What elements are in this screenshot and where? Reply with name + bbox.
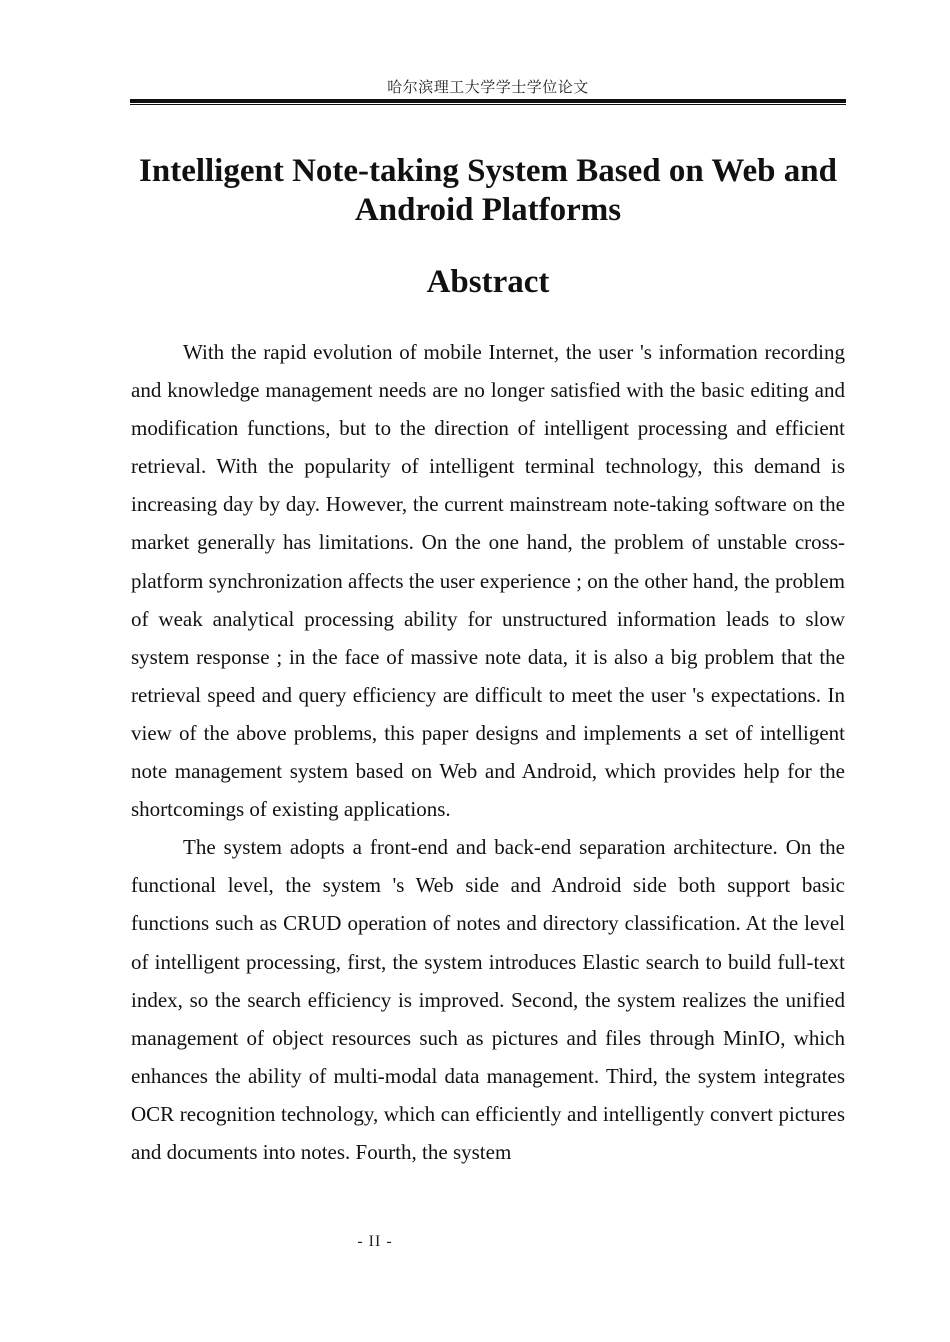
- header-rule-thin: [130, 104, 846, 105]
- abstract-paragraph-1: With the rapid evolution of mobile Internet, the user 's information recording and knowledge management needs are no longer satisfied with the basic editing and modification functions, but to the direction of intelligent processing and efficient retrieval. With the popularity of intelligent terminal technology, this demand is increasing day by day. However, the current mainstream note-taking software on the market generally has limitations. On the one hand, the problem of unstable cross-platform synchronization affects the user experience ; on the other hand, the problem of weak analytical processing ability for unstructured information leads to slow system response ; in the face of massive note data, it is also a big problem that the retrieval speed and query efficiency are difficult to meet the user 's expectations. In view of the above problems, this paper designs and implements a set of intelligent note management system based on Web and Android, which provides help for the shortcomings of existing applications.: [131, 340, 845, 822]
- abstract-body: [131, 333, 845, 1171]
- header-rule: [130, 99, 846, 103]
- page-number: - II -: [357, 1233, 393, 1250]
- abstract-paragraph-2: The system adopts a front-end and back-end separation architecture. On the functional level, the system 's Web side and Android side both support basic functions such as CRUD operation of notes and directory classification. At the level of intelligent processing, first, the system introduces Elastic search to build full-text index, so the search efficiency is improved. Second, the system realizes the unified management of object resources such as pictures and files through MinIO, which enhances the ability of multi-modal data management. Third, the system integrates OCR recognition technology, which can efficiently and intelligently convert pictures and documents into notes. Fourth, the system: [131, 835, 845, 1164]
- paper-title: Intelligent Note-taking System Based on Web and Android Platforms: [139, 153, 837, 228]
- running-header: 哈尔滨理工大学学士学位论文: [387, 80, 589, 96]
- abstract-heading: Abstract: [426, 264, 550, 300]
